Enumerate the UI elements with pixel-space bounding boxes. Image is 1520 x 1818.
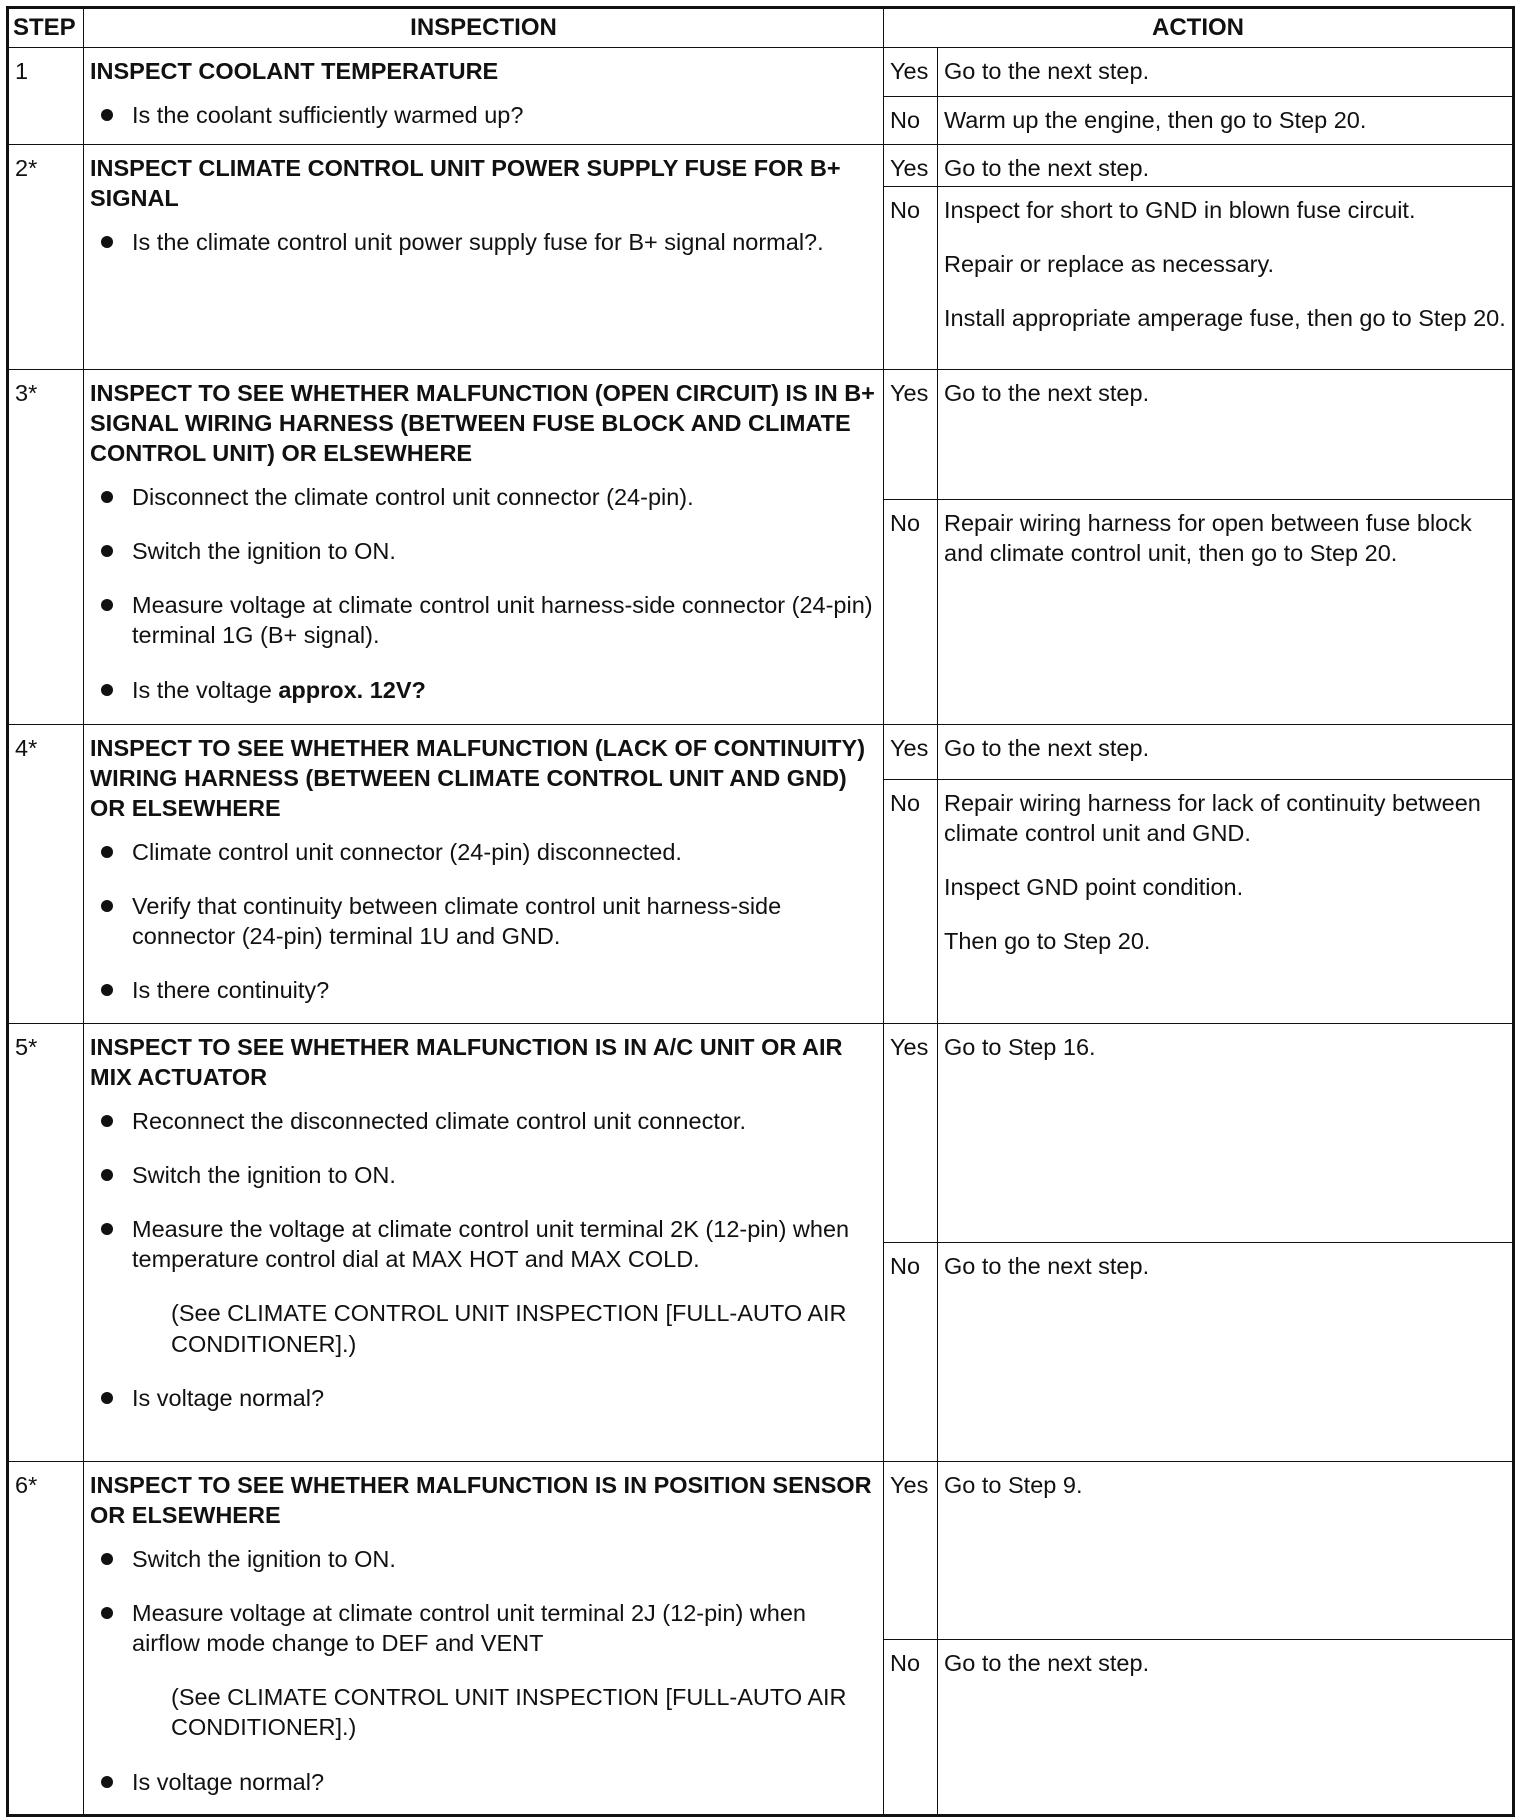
inspection-title: INSPECT TO SEE WHETHER MALFUNCTION (OPEN CIRCUIT) IS IN B+ SIGNAL WIRING HARNESS (BETWEEN FUSE BLOCK AND CLIMATE CONTROL UNIT) OR ELSEWHERE: [90, 380, 875, 467]
bullet-item: Is voltage normal?: [132, 1383, 877, 1413]
yes-action: [938, 725, 1514, 780]
yes-action: [938, 145, 1514, 187]
inspection-cell: [84, 48, 884, 145]
inspection-title: INSPECT COOLANT TEMPERATURE: [90, 58, 499, 84]
bullet-item: Reconnect the disconnected climate control unit connector.: [132, 1106, 877, 1136]
no-label: No: [884, 500, 938, 725]
bullet-list: [90, 1767, 877, 1797]
action-text: Install appropriate amperage fuse, then go to Step 20.: [944, 305, 1506, 332]
yes-action: [938, 1024, 1514, 1243]
action-text: Warm up the engine, then go to Step 20.: [944, 107, 1367, 133]
bullet-item: Is voltage normal?: [132, 1767, 877, 1797]
table-row: [8, 1462, 1514, 1640]
bullet-list: [90, 227, 877, 257]
bullet-item: Is there continuity?: [132, 975, 877, 1005]
reference-note: (See CLIMATE CONTROL UNIT INSPECTION [FULL-AUTO AIR CONDITIONER].): [171, 1684, 847, 1741]
yes-label: Yes: [884, 370, 938, 500]
question-text: Is the voltage: [132, 676, 279, 703]
bullet-list: [90, 1106, 877, 1274]
bullet-item: Is the climate control unit power supply fuse for B+ signal normal?.: [132, 227, 877, 257]
bullet-item: Measure voltage at climate control unit harness-side connector (24-pin) terminal 1G (B+ signal).: [132, 590, 877, 650]
no-label: No: [884, 1640, 938, 1816]
no-label: No: [884, 187, 938, 370]
yes-action: [938, 48, 1514, 97]
bullet-item: [132, 675, 877, 705]
action-text: Go to the next step.: [944, 380, 1150, 406]
no-action: [938, 97, 1514, 145]
yes-action: [938, 370, 1514, 500]
step-number: 1: [8, 48, 84, 145]
header-step: STEP: [8, 8, 84, 48]
header-row: [8, 8, 1514, 48]
bullet-item: Climate control unit connector (24-pin) disconnected.: [132, 837, 877, 867]
inspection-cell: [84, 1462, 884, 1816]
table-row: [8, 370, 1514, 500]
step-number: 3*: [8, 370, 84, 725]
action-text: Go to the next step.: [944, 1650, 1150, 1676]
inspection-title: INSPECT TO SEE WHETHER MALFUNCTION (LACK OF CONTINUITY) WIRING HARNESS (BETWEEN CLIMATE CONTROL UNIT AND GND) OR ELSEWHERE: [90, 735, 866, 822]
bullet-list: [90, 1544, 877, 1658]
no-label: No: [884, 1243, 938, 1462]
bullet-item: Is the coolant sufficiently warmed up?: [132, 100, 877, 130]
bullet-item: Measure the voltage at climate control unit terminal 2K (12-pin) when temperature control dial at MAX HOT and MAX COLD.: [132, 1214, 877, 1274]
no-action: [938, 500, 1514, 725]
yes-label: Yes: [884, 48, 938, 97]
action-text: Go to the next step.: [944, 735, 1150, 761]
action-text: Go to the next step.: [944, 155, 1150, 181]
action-text: Go to the next step.: [944, 58, 1150, 84]
bullet-item: Switch the ignition to ON.: [132, 1160, 877, 1190]
table-row: [8, 145, 1514, 187]
inspection-cell: [84, 145, 884, 370]
inspection-title: INSPECT CLIMATE CONTROL UNIT POWER SUPPLY FUSE FOR B+ SIGNAL: [90, 155, 841, 212]
no-label: No: [884, 780, 938, 1024]
bullet-item: Disconnect the climate control unit connector (24-pin).: [132, 482, 877, 512]
bullet-item: Measure voltage at climate control unit terminal 2J (12-pin) when airflow mode change to DEF and VENT: [132, 1598, 877, 1658]
yes-label: Yes: [884, 145, 938, 187]
no-label: No: [884, 97, 938, 145]
reference-note: (See CLIMATE CONTROL UNIT INSPECTION [FULL-AUTO AIR CONDITIONER].): [171, 1300, 847, 1357]
header-inspection: INSPECTION: [84, 8, 884, 48]
no-action: [938, 1243, 1514, 1462]
question-bold-text: approx. 12V?: [278, 676, 426, 703]
header-action: ACTION: [884, 8, 1514, 48]
action-text: Inspect GND point condition.: [944, 874, 1244, 901]
table-row: [8, 48, 1514, 97]
step-number: 5*: [8, 1024, 84, 1462]
inspection-cell: [84, 370, 884, 725]
inspection-title: INSPECT TO SEE WHETHER MALFUNCTION IS IN POSITION SENSOR OR ELSEWHERE: [90, 1472, 872, 1529]
yes-label: Yes: [884, 1024, 938, 1243]
no-action: [938, 187, 1514, 370]
inspection-title: INSPECT TO SEE WHETHER MALFUNCTION IS IN A/C UNIT OR AIR MIX ACTUATOR: [90, 1034, 843, 1091]
yes-label: Yes: [884, 725, 938, 780]
action-text: Go to Step 9.: [944, 1472, 1083, 1498]
inspection-cell: [84, 1024, 884, 1462]
inspection-cell: [84, 725, 884, 1024]
bullet-list: [90, 837, 877, 1005]
action-text: Go to the next step.: [944, 1253, 1150, 1279]
yes-label: Yes: [884, 1462, 938, 1640]
action-text: Repair or replace as necessary.: [944, 251, 1275, 278]
no-action: [938, 1640, 1514, 1816]
yes-action: [938, 1462, 1514, 1640]
no-action: [938, 780, 1514, 1024]
step-number: 4*: [8, 725, 84, 1024]
bullet-list: [90, 1383, 877, 1413]
action-text: Repair wiring harness for open between fuse block and climate control unit, then go to Step 20.: [944, 510, 1472, 567]
table-row: [8, 1024, 1514, 1243]
bullet-list: [90, 482, 877, 704]
step-number: 6*: [8, 1462, 84, 1816]
bullet-list: [90, 100, 877, 130]
action-text: Then go to Step 20.: [944, 928, 1151, 955]
step-number: 2*: [8, 145, 84, 370]
diagnostic-table: [6, 6, 1515, 1817]
action-text: Go to Step 16.: [944, 1034, 1096, 1060]
bullet-item: Switch the ignition to ON.: [132, 1544, 877, 1574]
bullet-item: Verify that continuity between climate control unit harness-side connector (24-pin) terminal 1U and GND.: [132, 891, 877, 951]
action-text: Inspect for short to GND in blown fuse circuit.: [944, 197, 1416, 223]
table-row: [8, 725, 1514, 780]
bullet-item: Switch the ignition to ON.: [132, 536, 877, 566]
diagnostic-table-container: [6, 6, 1512, 1814]
action-text: Repair wiring harness for lack of continuity between climate control unit and GND.: [944, 790, 1481, 847]
